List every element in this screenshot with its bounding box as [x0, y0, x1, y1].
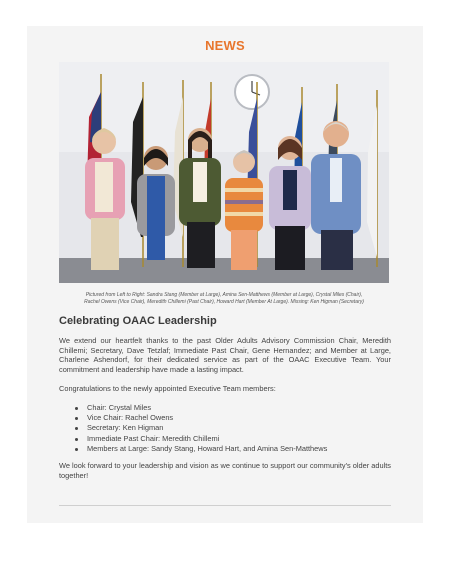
- photo-caption: [59, 292, 389, 306]
- section-title: NEWS: [205, 38, 245, 53]
- thanks-paragraph: We extend our heartfelt thanks to the past Older Adults Advisory Commission Chair, Meredith Chillemi; Secretary, Dave Tetzlaf; Immediate Past Chair, Gene Hernandez; and Member at Large, Charlene Ashendorf, for their dedicated service as part of the OAAC Executive Team. Your commitment and leadership have made a lasting impact.: [59, 336, 391, 374]
- list-item: Vice Chair: Rachel Owens: [74, 413, 384, 423]
- list-item: Immediate Past Chair: Meredith Chillemi: [74, 434, 384, 444]
- photo-caption-line: Pictured from Left to Right: Sandra Stang (Member at Large), Amina Sen-Matthews (Member at Large), Crystal Miles (Chair),: [85, 292, 363, 298]
- group-photo: [59, 62, 389, 283]
- article-heading: Celebrating OAAC Leadership: [59, 315, 217, 327]
- newsletter-card: [27, 26, 423, 523]
- executive-team-list: [74, 403, 384, 454]
- list-item: Members at Large: Sandy Stang, Howard Hart, and Amina Sen-Matthews: [74, 444, 384, 454]
- photo-caption-line: Rachel Owens (Vice Chair), Meredith Chillemi (Past Chair), Howard Hart (Member At Large). Missing: Ken Higman (Secretary): [84, 299, 364, 305]
- closing-paragraph: We look forward to your leadership and vision as we continue to support our community's older adults together!: [59, 461, 391, 480]
- list-item: Chair: Crystal Miles: [74, 403, 384, 413]
- divider: [59, 505, 391, 506]
- list-item: Secretary: Ken Higman: [74, 423, 384, 433]
- congratulations-paragraph: Congratulations to the newly appointed Executive Team members:: [59, 384, 276, 393]
